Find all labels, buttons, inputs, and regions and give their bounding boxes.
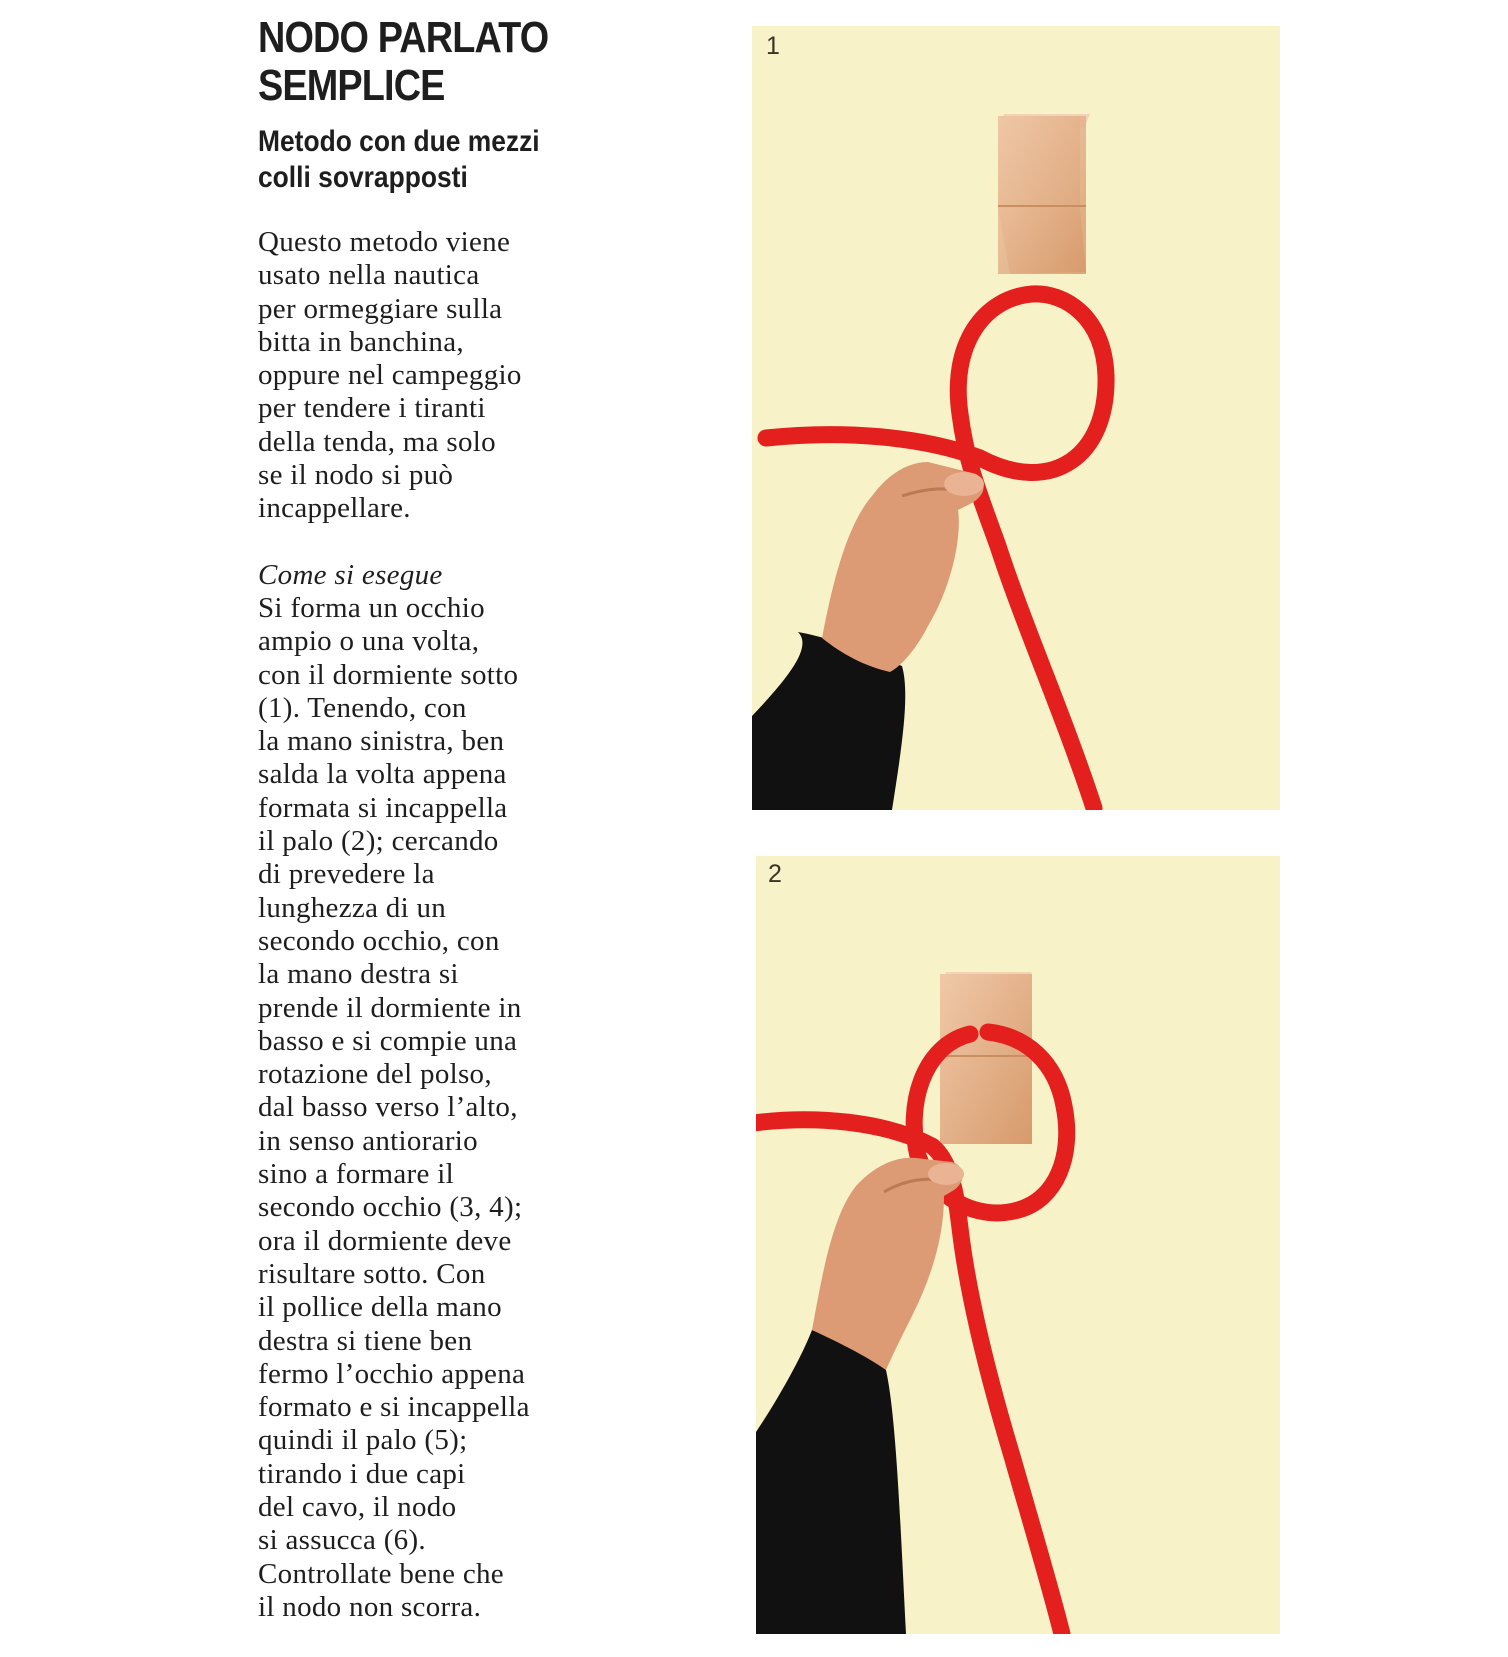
photo-step-2-illustration [756,856,1280,1634]
instruction-line: (1). Tenendo, con [258,691,467,724]
instruction-line: formato e si incappella [258,1391,530,1424]
instruction-line: la mano sinistra, ben [258,725,505,758]
page-subtitle [258,124,557,196]
instruction-line: si assucca (6). [258,1524,426,1557]
instruction-line: con il dormiente sotto [258,658,519,691]
intro-line: per ormeggiare sulla [258,292,503,325]
instruction-line: formata si incappella [258,791,508,824]
wooden-post [940,972,1032,1144]
instruction-line: in senso antiorario [258,1124,478,1157]
intro-line: della tenda, ma solo [258,425,496,458]
instruction-line: Controllate bene che [258,1557,504,1590]
instruction-line: secondo occhio (3, 4); [258,1191,523,1224]
instruction-line: quindi il palo (5); [258,1424,468,1457]
wooden-post [998,114,1090,274]
photo-step-1 [752,26,1280,810]
instruction-line: rotazione del polso, [258,1058,492,1091]
instruction-line: il pollice della mano [258,1291,502,1324]
subtitle-line-2: colli sovrapposti [258,161,468,194]
intro-line: per tendere i tiranti [258,392,486,425]
intro-line: incappellare. [258,492,411,525]
instruction-line: ora il dormiente deve [258,1224,512,1257]
instruction-line: Si forma un occhio [258,591,485,624]
instruction-line: il nodo non scorra. [258,1590,482,1623]
intro-line: usato nella nautica [258,259,480,292]
hand [822,462,984,672]
subtitle-line-1: Metodo con due mezzi [258,125,540,158]
black-sleeve [756,1330,906,1634]
intro-line: Questo metodo viene [258,226,511,258]
intro-line: bitta in banchina, [258,325,464,358]
hand [812,1158,964,1370]
photo-step-1-illustration [752,26,1280,810]
title-line-2: SEMPLICE [258,61,445,110]
intro-paragraph [258,226,598,1624]
section-heading: Come si esegue [258,558,443,591]
instruction-line: prende il dormiente in [258,991,522,1024]
instruction-line: fermo l’occhio appena [258,1357,526,1390]
instruction-line: tirando i due capi [258,1457,466,1490]
instruction-line: la mano destra si [258,958,459,991]
intro-line: oppure nel campeggio [258,359,522,392]
text-column [258,14,598,1624]
instruction-line: dal basso verso l’alto, [258,1091,518,1124]
instruction-line: di prevedere la [258,858,435,891]
photo-number: 2 [768,860,782,888]
photo-step-2 [756,856,1280,1634]
instruction-line: sino a formare il [258,1158,454,1191]
page-title [258,14,550,110]
intro-line: se il nodo si può [258,459,454,492]
instruction-line: il palo (2); cercando [258,825,499,858]
instruction-line: destra si tiene ben [258,1324,473,1357]
instruction-line: secondo occhio, con [258,924,500,957]
instruction-line: lunghezza di un [258,891,447,924]
photo-number: 1 [766,32,780,60]
instruction-line: basso e si compie una [258,1024,518,1057]
instruction-line: del cavo, il nodo [258,1490,457,1523]
instruction-line: salda la volta appena [258,758,507,791]
instruction-line: ampio o una volta, [258,625,480,658]
instruction-line: risultare sotto. Con [258,1257,486,1290]
title-line-1: NODO PARLATO [258,13,549,62]
